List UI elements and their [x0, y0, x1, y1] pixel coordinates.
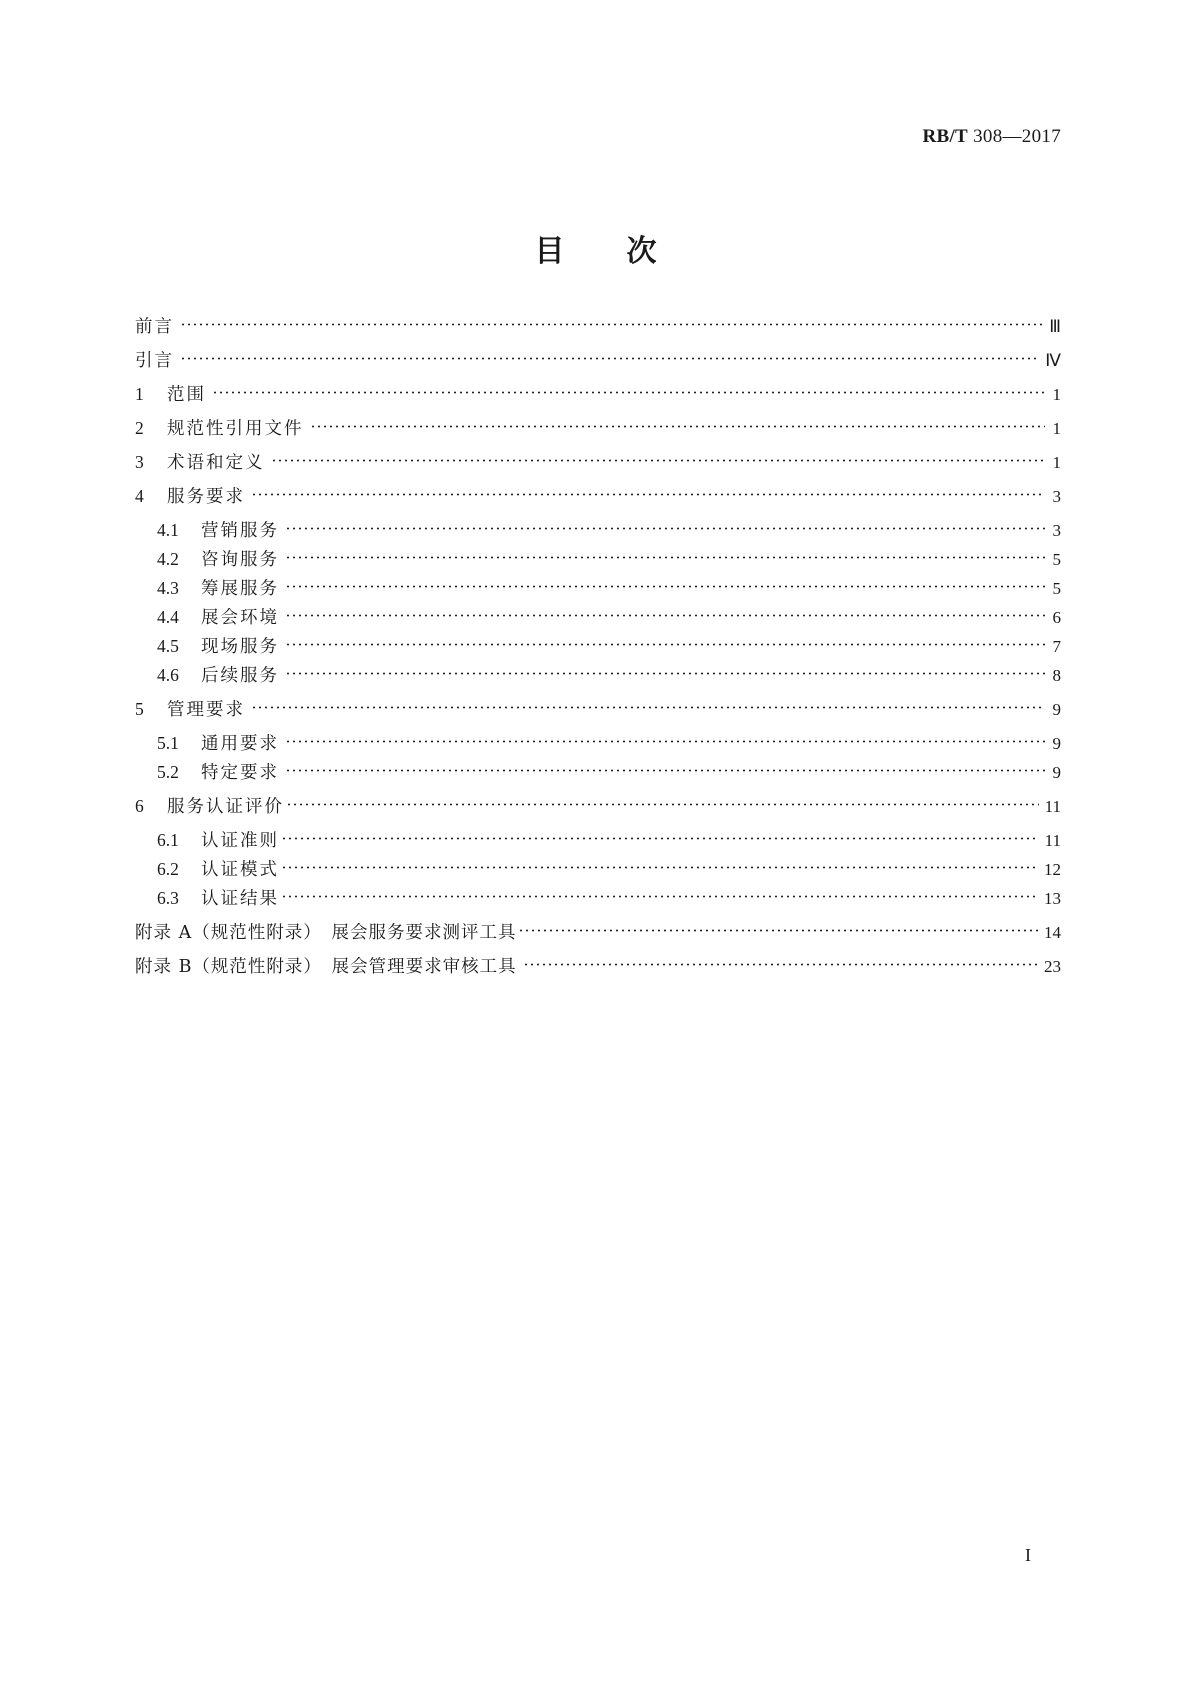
- toc-page: 14: [1044, 923, 1061, 942]
- toc-entry-6-2[interactable]: [157, 851, 1061, 880]
- footer-page-number: I: [1025, 1545, 1031, 1565]
- toc-entry-6-1[interactable]: [157, 822, 1061, 851]
- toc-label: 认证准则: [201, 831, 279, 851]
- title-char-1: 目: [534, 234, 565, 269]
- toc-leader: [285, 570, 1045, 594]
- toc-page: 7: [1052, 637, 1061, 656]
- toc-label: 展会环境: [201, 608, 279, 628]
- toc-leader: [310, 410, 1046, 434]
- toc-number: 4.4: [157, 607, 179, 627]
- toc-number: 4: [135, 486, 144, 506]
- toc-label: 服务认证评价: [167, 797, 284, 817]
- toc-page: 3: [1052, 521, 1061, 540]
- toc-label: 现场服务: [201, 637, 279, 657]
- toc-entry-4[interactable]: [135, 478, 1061, 507]
- toc-leader: [251, 478, 1045, 502]
- toc-entry-3[interactable]: [135, 444, 1061, 473]
- toc-entry-4-3[interactable]: [157, 570, 1061, 599]
- page-title: [0, 226, 1191, 270]
- toc-entry-4-1[interactable]: [157, 512, 1061, 541]
- toc-label: 后续服务: [201, 666, 279, 686]
- toc-page: 1: [1052, 419, 1061, 438]
- toc-page: 5: [1052, 579, 1061, 598]
- toc-leader: [271, 444, 1046, 468]
- title-char-2: 次: [626, 234, 657, 269]
- toc-number: 6: [135, 796, 144, 816]
- toc-label: 附录 B（规范性附录） 展会管理要求审核工具: [135, 957, 517, 977]
- toc-leader: [286, 788, 1039, 812]
- toc-page: 9: [1052, 763, 1061, 782]
- toc-page: 3: [1052, 487, 1061, 506]
- toc-label: 咨询服务: [201, 550, 279, 570]
- toc-number: 4.5: [157, 636, 179, 656]
- toc-label: 通用要求: [201, 734, 279, 754]
- toc-label: 管理要求: [167, 700, 245, 720]
- toc-number: 4.3: [157, 578, 179, 598]
- toc-number: 1: [135, 384, 144, 404]
- toc-entry-4-5[interactable]: [157, 628, 1061, 657]
- toc-page: Ⅲ: [1049, 317, 1061, 336]
- toc-leader: [281, 851, 1038, 875]
- toc-number: 6.3: [157, 888, 179, 908]
- toc-leader: [285, 512, 1045, 536]
- toc-leader: [285, 628, 1045, 652]
- toc-entry-6[interactable]: [135, 788, 1061, 817]
- toc-label: 术语和定义: [167, 453, 265, 473]
- toc-number: 4.1: [157, 520, 179, 540]
- toc-entry-foreword[interactable]: [135, 308, 1061, 337]
- toc-page: 1: [1052, 453, 1061, 472]
- toc-leader: [281, 880, 1038, 904]
- toc-leader: [285, 657, 1045, 681]
- toc-page: Ⅳ: [1045, 351, 1061, 370]
- toc-leader: [212, 376, 1045, 400]
- toc-page: 9: [1052, 734, 1061, 753]
- toc-entry-introduction[interactable]: [135, 342, 1061, 371]
- toc-page: 11: [1044, 797, 1061, 816]
- toc-leader: [281, 822, 1039, 846]
- toc-entry-4-6[interactable]: [157, 657, 1061, 686]
- toc-leader: [523, 948, 1038, 972]
- toc-number: 4.6: [157, 665, 179, 685]
- toc-label: 范围: [167, 385, 206, 405]
- toc-number: 3: [135, 452, 144, 472]
- toc-label: 规范性引用文件: [167, 419, 304, 439]
- toc-leader: [285, 725, 1045, 749]
- toc-page: 6: [1052, 608, 1061, 627]
- toc-entry-annex-b[interactable]: [135, 948, 1061, 977]
- toc-entry-annex-a[interactable]: [135, 914, 1061, 943]
- toc-entry-5-2[interactable]: [157, 754, 1061, 783]
- toc-label: 筹展服务: [201, 579, 279, 599]
- toc-page: 1: [1052, 385, 1061, 404]
- toc-label: 特定要求: [201, 763, 279, 783]
- toc-page: 9: [1052, 700, 1061, 719]
- toc-page: 5: [1052, 550, 1061, 569]
- toc-entry-1[interactable]: [135, 376, 1061, 405]
- standard-code-prefix: RB/T: [922, 126, 969, 147]
- toc-page: 8: [1052, 666, 1061, 685]
- toc-label: 引言: [135, 351, 174, 371]
- toc-page: 11: [1044, 831, 1061, 850]
- toc-label: 认证结果: [201, 889, 279, 909]
- toc-leader: [285, 541, 1045, 565]
- toc-number: 5: [135, 699, 144, 719]
- toc-number: 5.1: [157, 733, 179, 753]
- toc-entry-4-4[interactable]: [157, 599, 1061, 628]
- toc-label: 服务要求: [167, 487, 245, 507]
- toc-entry-5[interactable]: [135, 691, 1061, 720]
- toc-entry-6-3[interactable]: [157, 880, 1061, 909]
- standard-code-number: 308—2017: [973, 126, 1061, 147]
- toc-label: 认证模式: [201, 860, 279, 880]
- toc-label: 前言: [135, 317, 174, 337]
- toc-leader: [285, 754, 1045, 778]
- toc-leader: [180, 308, 1043, 332]
- toc-page: 13: [1044, 889, 1061, 908]
- toc-number: 6.2: [157, 859, 179, 879]
- toc-leader: [518, 914, 1038, 938]
- toc-entry-2[interactable]: [135, 410, 1061, 439]
- toc-entry-4-2[interactable]: [157, 541, 1061, 570]
- toc-leader: [285, 599, 1045, 623]
- toc-number: 4.2: [157, 549, 179, 569]
- toc-number: 5.2: [157, 762, 179, 782]
- standard-code: [922, 126, 1061, 148]
- toc-leader: [180, 342, 1039, 366]
- toc-number: 6.1: [157, 830, 179, 850]
- toc-number: 2: [135, 418, 144, 438]
- toc-page: 12: [1044, 860, 1061, 879]
- toc-entry-5-1[interactable]: [157, 725, 1061, 754]
- toc-page: 23: [1044, 957, 1061, 976]
- toc-label: 附录 A（规范性附录） 展会服务要求测评工具: [135, 923, 517, 943]
- toc-leader: [251, 691, 1045, 715]
- toc-label: 营销服务: [201, 521, 279, 541]
